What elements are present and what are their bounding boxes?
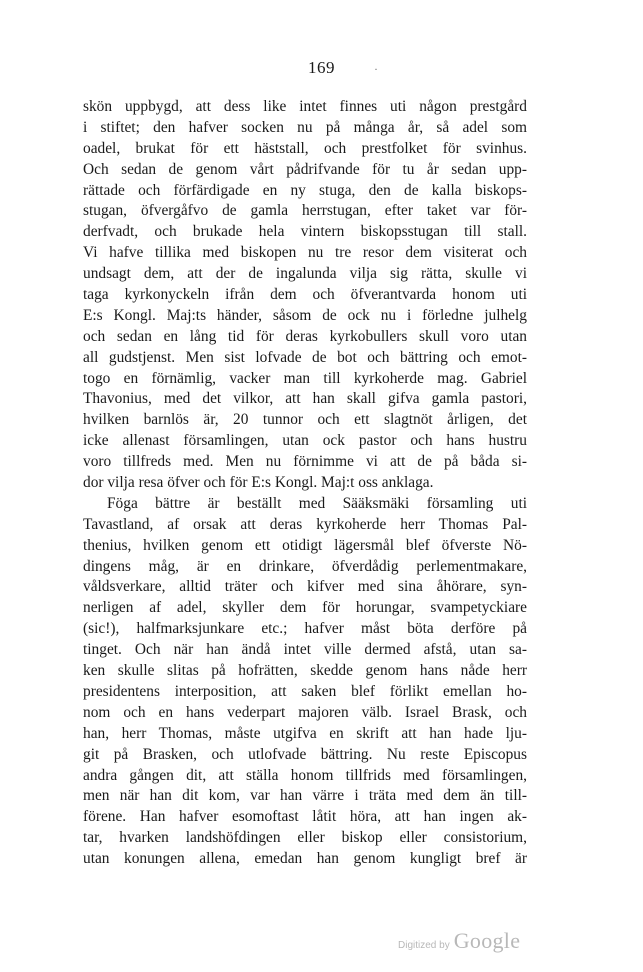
text-line: dingens måg, är en drinkare, öfverdådig perlementmakare, (83, 557, 527, 575)
text-line: Och sedan de genom vårt pådrifvande för tu år sedan upp- (83, 160, 527, 178)
text-line: taga kyrkonyckeln ifrån dem och öfverantvarda honom uti (83, 286, 527, 304)
text-line: thenius, hvilken genom ett otidigt lägersmål blef öfverste Nö- (83, 536, 527, 554)
text-line: ken skulle slitas på hofrätten, skedde genom hans nåde herr (83, 662, 527, 680)
body-text (83, 97, 527, 870)
text-line: oadel, brukat för ett häststall, och prestfolket för svinhus. (83, 139, 527, 157)
stray-mark: · (374, 62, 378, 76)
text-line: andra gången dit, att ställa honom tillfrids med församlingen, (83, 766, 527, 784)
page-number: 169 (308, 58, 335, 77)
text-line: derfvadt, och brukade hela vintern biskopsstugan till stall. (83, 223, 527, 241)
text-line: förene. Han hafver esomoftast låtit höra, att han ingen ak- (83, 808, 527, 826)
text-line: E:s Kongl. Maj:ts händer, såsom de ock nu i förledne julhelg (83, 306, 527, 324)
text-line: icke allenast församlingen, utan ock pastor och hans hustru (83, 432, 527, 450)
text-line: dor vilja resa öfver och för E:s Kongl. Maj:t oss anklaga. (83, 474, 434, 492)
text-line: nerligen af adel, skyller dem för horungar, svampetyckiare (83, 599, 527, 617)
text-line: rättade och förfärdigade en ny stuga, den de kalla biskops- (83, 181, 527, 199)
text-line: Föga bättre är beställt med Sääksmäki församling uti (107, 494, 527, 512)
text-line: git på Brasken, och utlofvade bättring. Nu reste Episcopus (83, 745, 527, 763)
text-line: skön uppbygd, att dess like intet finnes uti någon prestgård (83, 98, 527, 115)
digitized-by-google-watermark (398, 928, 538, 958)
google-logo: Google (453, 928, 521, 953)
text-line: nom och en hans vederpart majoren välb. Israel Brask, och (83, 703, 527, 721)
text-line: presidentens interposition, att saken blef förlikt emellan ho- (83, 682, 527, 700)
text-line: Thavonius, med det vilkor, att han skall gifva gamla pastori, (83, 390, 527, 408)
text-line: stugan, öfvergåfvo de gamla herrstugan, efter taket var för- (83, 202, 527, 220)
text-line: tar, hvarken landshöfdingen eller biskop eller consistorium, (83, 829, 527, 847)
text-line: utan konungen allena, emedan han genom kungligt bref är (83, 850, 527, 868)
watermark-prefix: Digitized by (398, 940, 450, 951)
text-line: Vi hafve tillika med biskopen nu tre resor dem visiterat och (83, 244, 527, 262)
text-line: i stiftet; den hafver socken nu på många år, så adel som (83, 118, 527, 136)
text-line: undsagt dem, att der de ingalunda vilja sig rätta, skulle vi (83, 265, 527, 283)
text-line: han, herr Thomas, måste utgifva en skrift att han hade lju- (83, 724, 527, 742)
text-line: togo en förnämlig, vacker man till kyrkoherde mag. Gabriel (83, 369, 527, 387)
text-line: Tavastland, af orsak att deras kyrkoherde herr Thomas Pal- (83, 515, 527, 533)
text-line: och sedan en lång tid för deras kyrkobullers skull voro utan (83, 327, 527, 345)
text-line: (sic!), halfmarksjunkare etc.; hafver måst böta derföre på (83, 620, 527, 638)
text-line: hvilken barnlös är, 20 tunnor och ett slagtnöt årligen, det (83, 411, 527, 429)
text-line: tinget. Och när han ändå intet ville dermed afstå, utan sa- (83, 641, 527, 659)
text-line: voro tillfreds med. Men nu förnimme vi att de på båda si- (83, 453, 527, 471)
text-line: all gudstjenst. Men sist lofvade de bot och bättring och emot- (83, 348, 527, 366)
text-line: men när han dit kom, var han värre i träta med dem än till- (83, 787, 527, 805)
text-line: våldsverkare, alltid träter och kifver med sina åhörare, syn- (83, 578, 527, 596)
